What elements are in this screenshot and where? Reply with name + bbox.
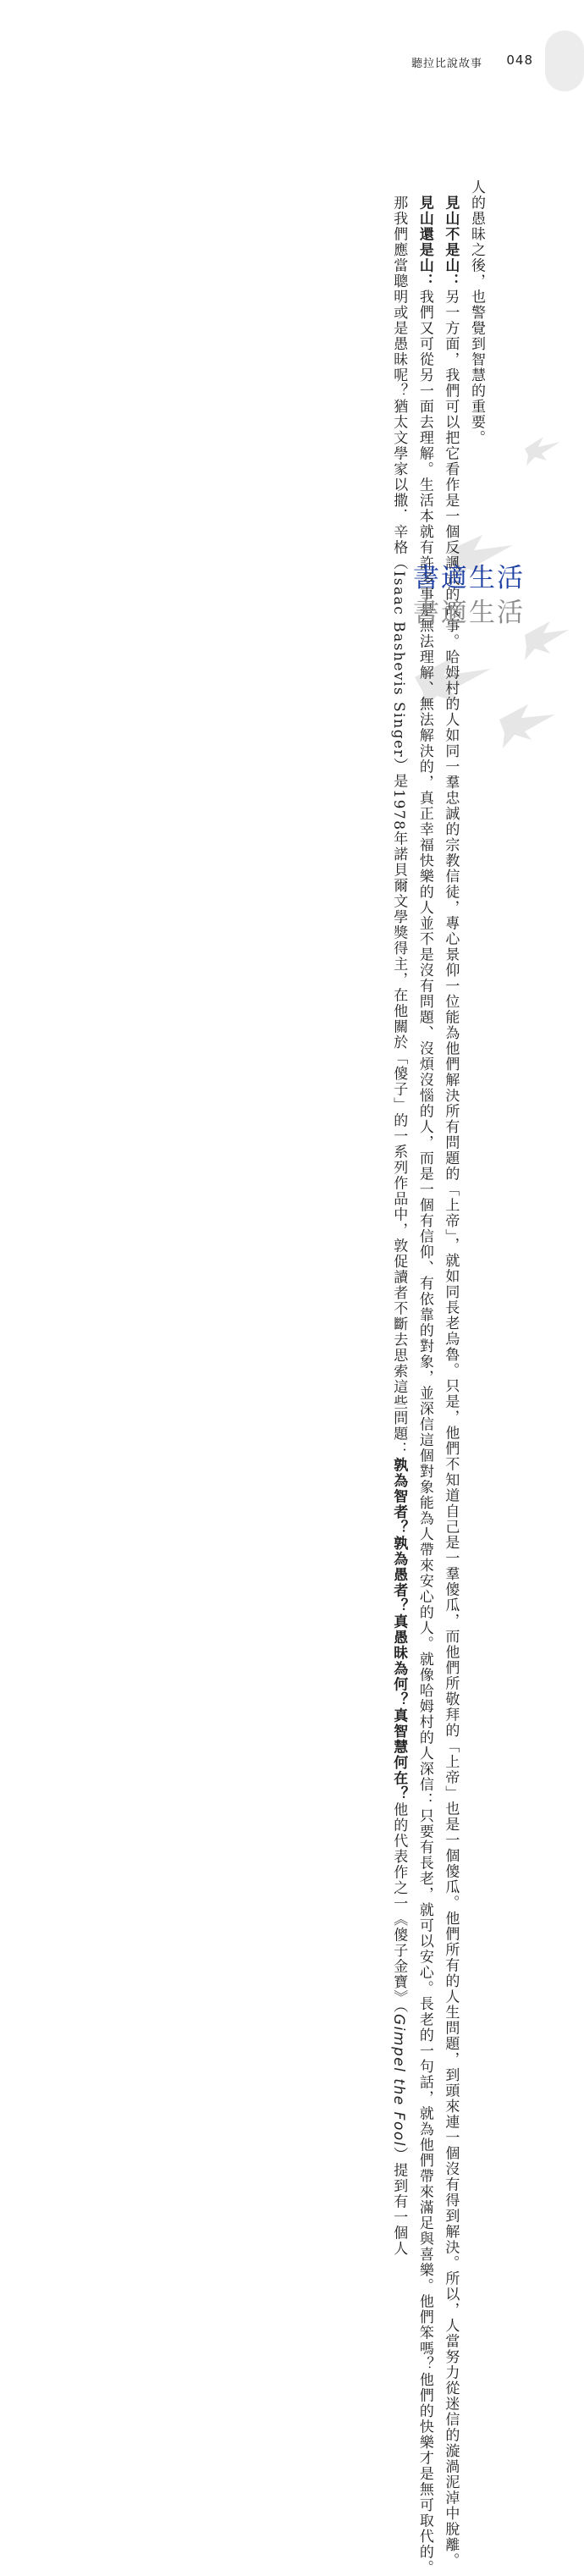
paragraph-3: 見山還是山：我們又可從另一面去理解。生活本就有許多事是無法理解、無法解決的，真正幸福快樂的人並不是沒有問題、沒煩沒惱的人，而是一個有信仰、有依靠的對象，並深信這個對象能為人帶來安心的人。就像哈姆村的人深信：只要有長老，就可以安心。長老的一句話，就為他們帶來滿足與喜樂。他們笨嗎？他們的快樂才是無可取代的。 [416,195,433,2576]
page-number: 048 [506,52,533,68]
publisher-watermark-logo [413,565,525,626]
bird-icon [499,704,555,748]
watermark-text-grey: 書適生活 [413,598,525,628]
watermark-text-blue: 書適生活 [413,563,525,593]
bold-heading: 見山不是山： [442,195,460,290]
bird-icon [525,621,569,660]
paragraph-4: 那我們應當聰明或是愚昧呢？猶太文學家以撒．辛格（Isaac Bashevis Singer）是1978年諾貝爾文學獎得主，在他關於「傻子」的一系列作品中，敦促讀者不斷去思索這些問題：孰為智者？孰為愚者？真愚昧為何？真智慧何在？他的代表作之一《傻子金寶》（Gimpel the Fool）提到有一個人 [390,195,408,2257]
bird-icon [525,437,560,466]
bold-questions: 孰為智者？孰為愚者？真愚昧為何？真智慧何在？ [390,1457,408,1802]
page-edge-tab [545,30,584,91]
paragraph-1: 人的愚昧之後，也警覺到智慧的重要。 [468,179,485,446]
running-title: 聽拉比說故事 [410,58,482,70]
paragraph-2: 見山不是山：另一方面，我們可以把它看作是一個反諷式的故事。哈姆村的人如同一羣忠誠的宗教信徒，專心景仰一位能為他們解決所有問題的「上帝」，就如同長老烏魯。只是，他們不知道自己是一羣傻瓜，而他們所敬拜的「上帝」也是一個傻瓜。他們所有的人生問題，到頭來連一個沒有得到解決。所以，人當努力從迷信的漩渦泥淖中脫離。 [442,195,460,2568]
bold-heading: 見山還是山： [416,195,433,290]
italic-book-title: Gimpel the Fool [390,2014,408,2147]
